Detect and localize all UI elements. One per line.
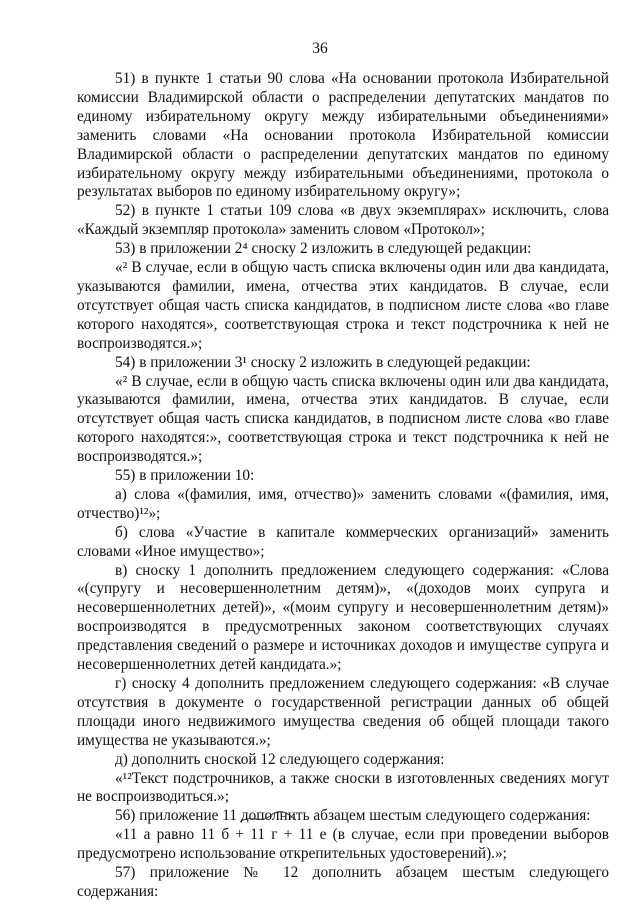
subitem-b: б) слова «Участие в капитале коммерческих организаций» заменить словами «Иное имущество»; — [77, 523, 609, 560]
paragraph-item-55: 55) в приложении 10: — [115, 467, 255, 485]
footnote-text-12: «¹²Текст подстрочников, а также сноски в изготовленных сведениях могут не воспроизводиться.»; — [77, 769, 609, 806]
paragraph-item-52: 52) в пункте 1 статьи 109 слова «в двух экземплярах» исключить, слова «Каждый экземпляр протокола» заменить словом «Протокол»; — [77, 202, 609, 239]
paragraph-item-53: 53) в приложении 2⁴ сноску 2 изложить в следующей редакции: — [115, 240, 532, 258]
document-body — [77, 70, 609, 902]
formula-text: «11 а равно 11 б + 11 г + 11 е (в случае, если при проведении выборов предусмотрено использование открепительных удостоверений).»; — [77, 826, 609, 863]
subitem-v: в) сноску 1 дополнить предложением следующего содержания: «Слова «(супругу и несовершеннолетним детям)», «(доходов моих супруга и несовершеннолетних детей)», «(моим супругу и несовершеннолетним детям)» воспроизводятся в предусмотренных законом соответствующих случаях представления сведений о размере и источниках доходов и имуществе супруга и несовершеннолетних детей кандидата.»; — [77, 561, 609, 674]
page-number: 36 — [312, 40, 328, 57]
footnote-text-54: «² В случае, если в общую часть списка включены один или два кандидата, указываются фамилии, имена, отчества этих кандидатов. В случае, если отсутствует общая часть списка кандидатов, в подписном листе слова «во главе которого находятся:», соответствующая строка и текст подстрочника к ней не воспроизводятся.»; — [77, 372, 609, 466]
paragraph-item-57: 57) приложение № 12 дополнить абзацем шестым следующего содержания: — [77, 864, 609, 900]
paragraph-item-54: 54) в приложении 3¹ сноску 2 изложить в следующей редакции: — [115, 353, 531, 371]
subitem-a: а) слова «(фамилия, имя, отчество)» заменить словами «(фамилия, имя, отчество)¹²»; — [77, 485, 609, 522]
paragraph-item-51: 51) в пункте 1 статьи 90 слова «На основании протокола Избирательной комиссии Владимирской области о распределении депутатских мандатов по единому избирательному округу между избирательными объединениями» заменить словами «На основании протокола Избирательной комиссии Владимирской области о распределении депутатских мандатов по единому избирательному округу между избирательными объединениями, протокола о результатах выборов по единому избирательному округу»; — [77, 70, 609, 201]
footnote-text-53: «² В случае, если в общую часть списка включены один или два кандидата, указываются фамилии, имена, отчества этих кандидатов. В случае, если отсутствует общая часть списка кандидатов, в подписном листе слова «во главе которого находятся», соответствующая строка и текст подстрочника к ней не воспроизводятся.»; — [77, 259, 609, 352]
paragraph-item-56: 56) приложение 11 дополнить абзацем шестым следующего содержания: — [115, 807, 591, 825]
handwritten-mark — [238, 808, 298, 826]
subitem-g: г) сноску 4 дополнить предложением следующего содержания: «В случае отсутствия в документе о государственной регистрации данных об общей площади иного недвижимого имущества сведения об общей площади такого имущества не указываются.»; — [77, 675, 609, 749]
subitem-d: д) дополнить сноской 12 следующего содержания: — [115, 750, 445, 768]
